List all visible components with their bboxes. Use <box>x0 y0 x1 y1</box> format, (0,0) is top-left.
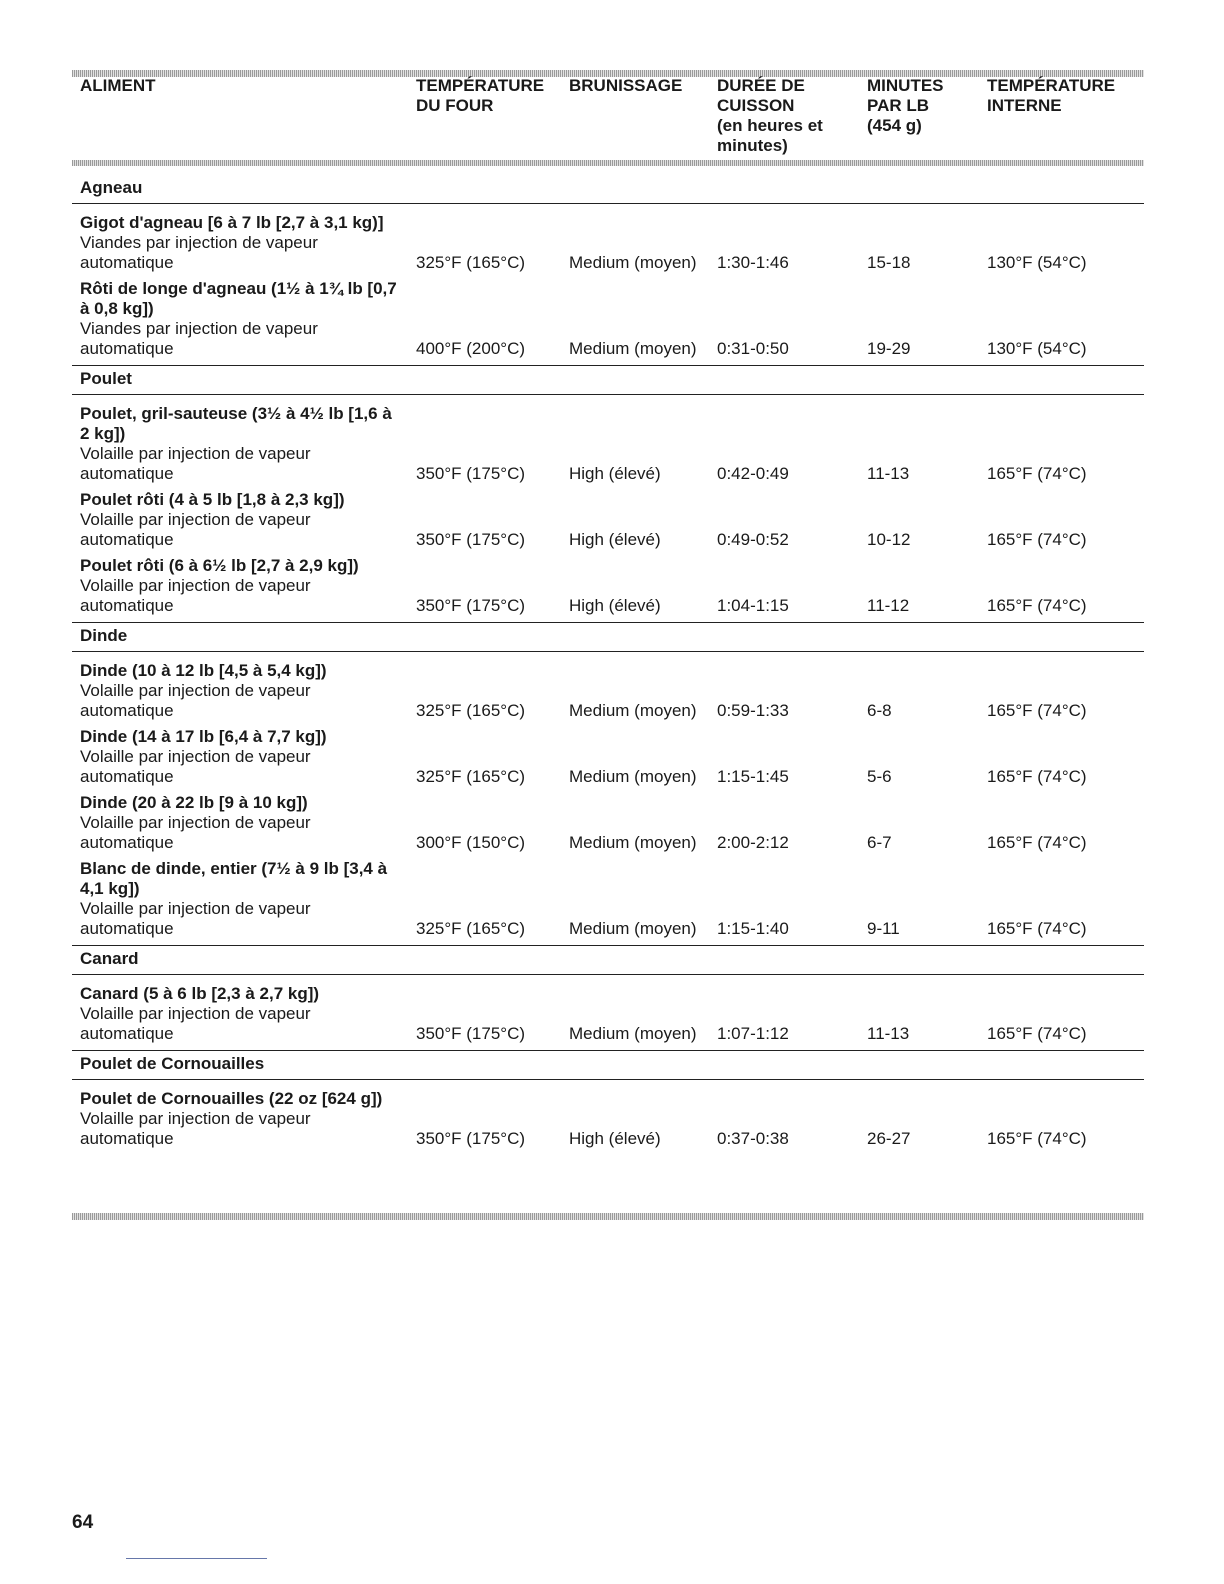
item-title-row <box>72 273 1144 319</box>
time-cell: 1:30-1:46 <box>717 253 789 272</box>
oven-temp-cell: 400°F (200°C) <box>408 319 561 366</box>
method-cell: Viandes par injection de vapeur automatique <box>72 319 408 366</box>
item-name: Dinde (20 à 22 lb [9 à 10 kg]) <box>80 793 308 812</box>
category-row <box>72 166 1144 204</box>
method-cell: Volaille par injection de vapeur automatique <box>80 444 311 483</box>
browning-cell: High (élevé) <box>569 530 661 549</box>
browning-cell: High (élevé) <box>569 1129 661 1148</box>
footer-rule <box>126 1558 267 1559</box>
browning-cell: Medium (moyen) <box>561 1004 709 1051</box>
header-browning: BRUNISSAGE <box>569 76 683 95</box>
method-cell: Volaille par injection de vapeur automatique <box>72 576 408 623</box>
category-label: Dinde <box>72 623 1144 652</box>
item-name: Dinde (14 à 17 lb [6,4 à 7,7 kg]) <box>80 727 327 746</box>
min-per-lb-cell: 9-11 <box>859 899 979 946</box>
time-cell: 1:15-1:40 <box>709 899 859 946</box>
table-row <box>72 510 1144 550</box>
oven-temp-cell: 325°F (165°C) <box>416 701 526 720</box>
header-internal-temperature: TEMPÉRATURE INTERNE <box>987 76 1116 115</box>
min-per-lb-cell: 10-12 <box>867 530 911 549</box>
page-number: 64 <box>72 1512 94 1533</box>
time-cell: 1:15-1:45 <box>717 767 789 786</box>
time-cell: 2:00-2:12 <box>717 833 789 852</box>
browning-cell: High (élevé) <box>569 464 661 483</box>
item-title-row <box>72 484 1144 510</box>
oven-temp-cell: 300°F (150°C) <box>416 833 526 852</box>
category-row <box>72 623 1144 652</box>
internal-temp-cell: 165°F (74°C) <box>987 701 1087 720</box>
item-title-row <box>72 395 1144 445</box>
internal-temp-cell: 130°F (54°C) <box>979 319 1144 366</box>
internal-temp-cell: 165°F (74°C) <box>987 530 1087 549</box>
method-cell: Volaille par injection de vapeur automatique <box>80 813 311 852</box>
min-per-lb-cell: 5-6 <box>867 767 892 786</box>
browning-cell: Medium (moyen) <box>561 899 709 946</box>
internal-temp-cell: 165°F (74°C) <box>979 576 1144 623</box>
time-cell: 1:07-1:12 <box>709 1004 859 1051</box>
min-per-lb-cell: 26-27 <box>867 1129 911 1148</box>
item-title-row <box>72 721 1144 747</box>
category-row <box>72 1051 1144 1080</box>
item-title-row <box>72 787 1144 813</box>
table-row <box>72 444 1144 484</box>
item-name: Gigot d'agneau [6 à 7 lb [2,7 à 3,1 kg)] <box>80 213 384 232</box>
internal-temp-cell: 165°F (74°C) <box>987 1129 1087 1148</box>
item-name: Dinde (10 à 12 lb [4,5 à 5,4 kg]) <box>80 661 327 680</box>
min-per-lb-cell: 6-8 <box>867 701 892 720</box>
item-name: Poulet, gril-sauteuse (3½ à 4½ lb [1,6 à 2 kg]) <box>80 404 392 443</box>
min-per-lb-cell: 6-7 <box>867 833 892 852</box>
method-cell: Viandes par injection de vapeur automatique <box>80 233 318 272</box>
time-cell: 0:59-1:33 <box>717 701 789 720</box>
browning-cell: High (élevé) <box>561 576 709 623</box>
header-aliment: ALIMENT <box>80 76 156 95</box>
cooking-chart-table <box>72 76 1144 1157</box>
table-row <box>72 681 1144 721</box>
item-title-row <box>72 853 1144 899</box>
oven-temp-cell: 350°F (175°C) <box>416 1129 526 1148</box>
table-row <box>72 747 1144 787</box>
category-label: Poulet de Cornouailles <box>72 1051 1144 1080</box>
item-name: Poulet rôti (4 à 5 lb [1,8 à 2,3 kg]) <box>80 490 345 509</box>
table-row <box>72 1109 1144 1157</box>
browning-cell: Medium (moyen) <box>569 833 697 852</box>
internal-temp-cell: 165°F (74°C) <box>987 767 1087 786</box>
item-title-row <box>72 204 1144 234</box>
time-cell: 0:42-0:49 <box>717 464 789 483</box>
oven-temp-cell: 350°F (175°C) <box>416 464 526 483</box>
internal-temp-cell: 165°F (74°C) <box>979 1004 1144 1051</box>
internal-temp-cell: 165°F (74°C) <box>979 899 1144 946</box>
method-cell: Volaille par injection de vapeur automatique <box>72 899 408 946</box>
oven-temp-cell: 325°F (165°C) <box>416 767 526 786</box>
browning-cell: Medium (moyen) <box>569 253 697 272</box>
time-cell: 1:04-1:15 <box>709 576 859 623</box>
header-minutes-per-lb: MINUTES PAR LB (454 g) <box>867 76 944 135</box>
table-row <box>72 1004 1144 1051</box>
min-per-lb-cell: 11-13 <box>867 464 910 483</box>
item-name: Poulet rôti (6 à 6½ lb [2,7 à 2,9 kg]) <box>80 556 359 575</box>
internal-temp-cell: 165°F (74°C) <box>987 464 1087 483</box>
category-label: Agneau <box>72 166 1144 204</box>
item-title-row <box>72 1080 1144 1110</box>
header-cooking-time: DURÉE DE CUISSON (en heures et minutes) <box>717 76 823 155</box>
table-row <box>72 899 1144 946</box>
header-row <box>72 76 1144 166</box>
method-cell: Volaille par injection de vapeur automatique <box>80 681 311 720</box>
category-row <box>72 366 1144 395</box>
oven-temp-cell: 350°F (175°C) <box>408 576 561 623</box>
browning-cell: Medium (moyen) <box>569 767 697 786</box>
table-row <box>72 233 1144 273</box>
table-row <box>72 576 1144 623</box>
item-name: Canard (5 à 6 lb [2,3 à 2,7 kg]) <box>80 984 320 1003</box>
time-cell: 0:37-0:38 <box>717 1129 789 1148</box>
table-row <box>72 319 1144 366</box>
table-row <box>72 813 1144 853</box>
browning-cell: Medium (moyen) <box>561 319 709 366</box>
table-bottom-border <box>72 1213 1144 1220</box>
method-cell: Volaille par injection de vapeur automatique <box>80 747 311 786</box>
oven-temp-cell: 325°F (165°C) <box>408 899 561 946</box>
item-name: Rôti de longe d'agneau (1½ à 1¾ lb [0,7 à 0,8 kg]) <box>80 279 397 318</box>
time-cell: 0:31-0:50 <box>709 319 859 366</box>
min-per-lb-cell: 11-13 <box>859 1004 979 1051</box>
method-cell: Volaille par injection de vapeur automatique <box>80 1109 311 1148</box>
method-cell: Volaille par injection de vapeur automatique <box>80 510 311 549</box>
item-title-row <box>72 550 1144 576</box>
oven-temp-cell: 350°F (175°C) <box>408 1004 561 1051</box>
header-oven-temperature: TEMPÉRATURE DU FOUR <box>416 76 545 115</box>
category-label: Canard <box>72 946 1144 975</box>
category-row <box>72 946 1144 975</box>
item-title-row <box>72 652 1144 682</box>
browning-cell: Medium (moyen) <box>569 701 697 720</box>
item-name: Poulet de Cornouailles (22 oz [624 g]) <box>80 1089 383 1108</box>
min-per-lb-cell: 11-12 <box>859 576 979 623</box>
min-per-lb-cell: 19-29 <box>859 319 979 366</box>
time-cell: 0:49-0:52 <box>717 530 789 549</box>
item-title-row <box>72 975 1144 1005</box>
internal-temp-cell: 130°F (54°C) <box>987 253 1087 272</box>
method-cell: Volaille par injection de vapeur automatique <box>72 1004 408 1051</box>
category-label: Poulet <box>72 366 1144 395</box>
oven-temp-cell: 350°F (175°C) <box>416 530 526 549</box>
internal-temp-cell: 165°F (74°C) <box>987 833 1087 852</box>
item-name: Blanc de dinde, entier (7½ à 9 lb [3,4 à 4,1 kg]) <box>80 859 388 898</box>
min-per-lb-cell: 15-18 <box>867 253 911 272</box>
oven-temp-cell: 325°F (165°C) <box>416 253 526 272</box>
